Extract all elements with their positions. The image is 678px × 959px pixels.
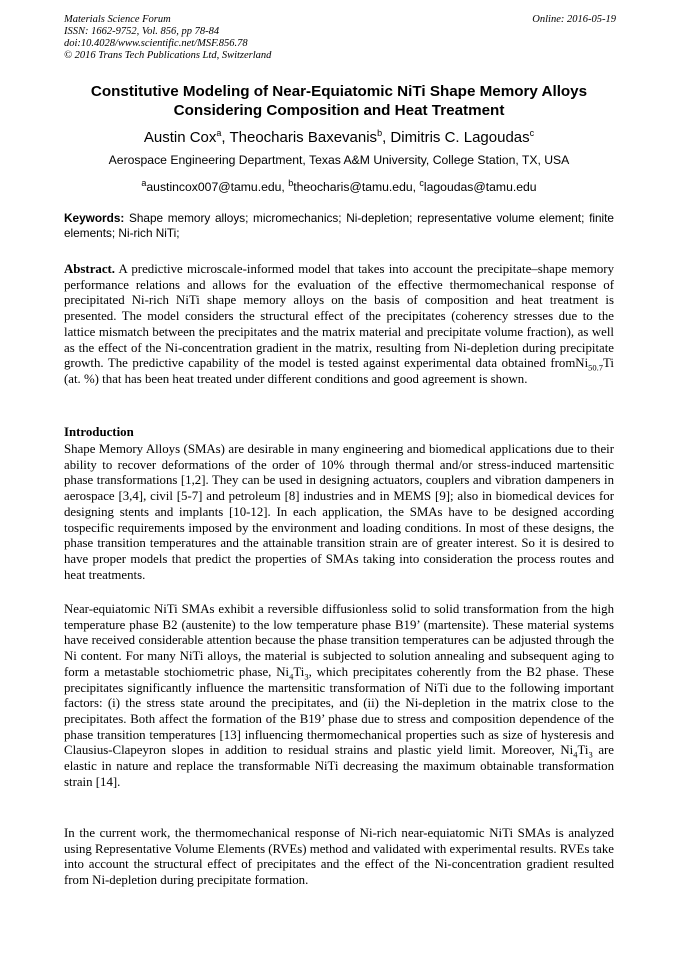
subscript: 4	[573, 749, 578, 760]
author-list	[60, 124, 618, 147]
affiliation: Aerospace Engineering Department, Texas A&M University, College Station, TX, USA	[108, 153, 570, 167]
author-sup: b	[377, 128, 383, 138]
email-link[interactable]: theocharis@tamu.edu	[293, 180, 413, 195]
subscript: 4	[289, 671, 294, 682]
intro-paragraph-3: In the current work, the thermomechanical response of Ni-rich near-equiatomic NiTi SMAs is analyzed using Representative Volume Elements (RVEs) method and validated with experimental results. RVEs take into account the structural effect of precipitates and the effect of the Ni-concentration gradient resulted from Ni-depletion during precipitate formation.	[64, 826, 614, 888]
email-separator: ,	[281, 180, 289, 195]
online-date: Online: 2016-05-19	[532, 14, 616, 25]
email-separator: ,	[412, 180, 420, 195]
keywords-text: Shape memory alloys; micromechanics; Ni-depletion; representative volume element; finite elements; Ni-rich NiTi;	[64, 211, 614, 240]
author-name: Austin Cox	[143, 129, 217, 146]
intro-paragraph-1: Shape Memory Alloys (SMAs) are desirable in many engineering and biomedical applications due to their ability to recover deformations of the order of 10% through thermal and/or stress-induced martensitic phase transformations [1,2]. They can be used in designing actuators, couplers and vibration dampeners in aerospace [3,4], civil [5-7] and petroleum [8] industries and in MEMS [9]; also in biomedical devices for designing stents and implants [10-12]. In each application, the SMAs have to be designed according tospecific requirements imposed by the environment and loading conditions. In most of these designs, the phase transition temperatures and the attainable transition strain are of greater interest. So it is desired to have proper models that predict the properties of SMAs taking into consideration the process routes and heat treatments.	[64, 442, 614, 582]
abstract-text: A predictive microscale-informed model that takes into account the precipitate–shape memory performance relations and allows for the evaluation of the effective thermomechanical response of precipitated Ni-rich NiTi shape memory alloys on the basis of composition and heat treatment is presented. The model considers the structural effect of the precipitates (coherency stresses due to the lattice mismatch between the precipitates and the matrix material and precipitate volume fraction), as well as the effect of the Ni-concentration gradient in the matrix, resulting from Ni-depletion during precipitate growth. The predictive capability of the model is tested against experimental data obtained fromNi	[64, 262, 614, 371]
paragraph-text: Near-equiatomic NiTi SMAs exhibit a reversible diffusionless solid to solid transformation from the high temperature phase B2 (austenite) to the low temperature phase B19’ (martensite). These material systems have received considerable attention because the phase transition temperatures can be adjusted through the Ni content. For many NiTi alloys, the material is subjected to solution annealing and subsequent aging to form a metastable stochiometric phase, Ni	[64, 602, 614, 679]
email-list	[60, 176, 618, 195]
journal-name: Materials Science Forum	[64, 14, 171, 25]
copyright-line: © 2016 Trans Tech Publications Ltd, Switzerland	[64, 50, 272, 61]
title-line-2: Considering Composition and Heat Treatment	[173, 102, 505, 119]
doi-line[interactable]: doi:10.4028/www.scientific.net/MSF.856.78	[64, 38, 248, 49]
author-sup: c	[529, 128, 535, 138]
abstract-label: Abstract.	[64, 262, 116, 276]
email-sup: b	[288, 178, 294, 188]
paragraph-text: , which precipitates coherently from the B2 phase. These precipitates significantly influence the martensitic transformation of NiTi due to the following important factors: (i) the stress state around the precipitates, and (ii) the Ni-depletion in the matrix close to the precipitates. Both affect the formation of the B19’ phase due to stress and composition dependence of the phase transition temperatures [13] influencing thermomechanical properties such as size of hysteresis and Clausius-Clapeyron slopes in addition to residual strains and plastic yield limit. Moreover, Ni	[64, 664, 614, 758]
email-link[interactable]: lagoudas@tamu.edu	[423, 180, 537, 195]
issn-line: ISSN: 1662-9752, Vol. 856, pp 78-84	[64, 26, 220, 37]
abstract-subscript: 50.7	[588, 362, 604, 373]
author-name: Theocharis Baxevanis	[229, 129, 378, 146]
intro-paragraph-2	[64, 602, 614, 790]
keywords	[64, 211, 614, 241]
author-separator: ,	[382, 129, 391, 146]
author-sup: a	[216, 128, 222, 138]
author-name: Dimitris C. Lagoudas	[390, 129, 530, 146]
subscript: 3	[588, 749, 593, 760]
journal-header	[64, 14, 271, 62]
keywords-label: Keywords:	[64, 211, 125, 225]
email-sup: c	[419, 178, 424, 188]
paragraph-text: Ti	[293, 664, 305, 679]
paragraph-text: are elastic in nature and replace the transformable NiTi decreasing the maximum obtainable transformation strain [14].	[64, 743, 615, 789]
email-sup: a	[141, 178, 147, 188]
abstract-text-end: Ti (at. %) that has been heat treated under different conditions and good agreement is shown.	[64, 356, 614, 386]
section-heading-introduction: Introduction	[64, 425, 134, 439]
subscript: 3	[304, 671, 309, 682]
paragraph-text: Ti	[577, 743, 589, 758]
author-separator: ,	[221, 129, 230, 146]
email-link[interactable]: austincox007@tamu.edu	[146, 180, 282, 195]
abstract	[64, 262, 614, 388]
paper-title	[60, 82, 618, 120]
title-line-1: Constitutive Modeling of Near-Equiatomic NiTi Shape Memory Alloys	[90, 83, 588, 100]
